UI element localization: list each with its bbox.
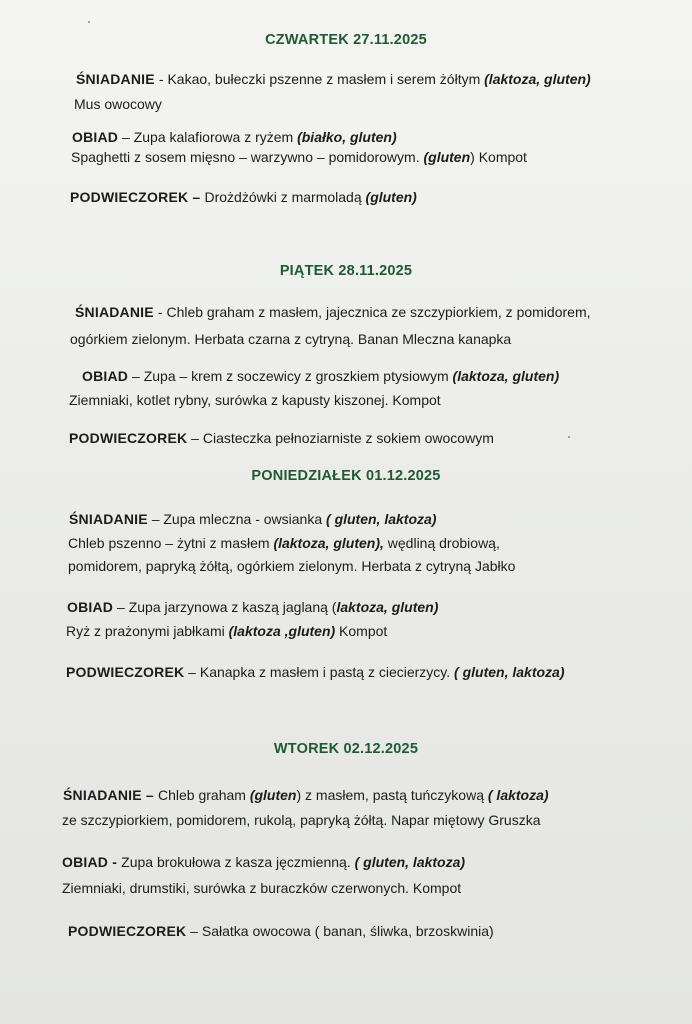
menu-text: wędliną drobiową, [383, 535, 500, 551]
menu-text: - Kakao, bułeczki pszenne z masłem i serem żółtym [158, 71, 485, 87]
menu-text: Drożdżówki z marmoladą [204, 189, 366, 205]
menu-text: – Zupa mleczna - owsianka [147, 511, 327, 527]
allergen-note: (białko, gluten) [297, 129, 397, 145]
menu-text: pomidorem, papryką żółtą, ogórkiem zielonym. Herbata z cytryną Jabłko [68, 558, 516, 574]
menu-line [70, 330, 511, 348]
menu-text: ze szczypiorkiem, pomidorem, rukolą, papryką żółtą. Napar miętowy Gruszka [62, 812, 541, 828]
menu-line [69, 510, 436, 528]
allergen-note: ( gluten, laktoza) [354, 854, 466, 870]
menu-text: ) z masłem, pastą tuńczykową [296, 787, 488, 803]
menu-text: Chleb graham [157, 787, 250, 803]
allergen-note: ( gluten, laktoza) [454, 664, 565, 680]
menu-line [82, 367, 559, 385]
menu-text: Spaghetti z sosem mięsno – warzywno – pomidorowym. [71, 149, 424, 165]
menu-line [68, 922, 494, 940]
menu-line [63, 786, 549, 804]
allergen-note: (laktoza, gluten), [273, 535, 384, 551]
paper-speck [88, 21, 90, 23]
menu-text: - Chleb graham z masłem, jajecznica ze szczypiorkiem, z pomidorem, [157, 304, 591, 320]
menu-text: – Kanapka z masłem i pastą z ciecierzycy. [184, 664, 455, 680]
menu-line [68, 557, 515, 575]
meal-label: ŚNIADANIE [69, 511, 148, 527]
allergen-note: (laktoza ,gluten) [228, 623, 336, 639]
allergen-note: ( laktoza) [487, 787, 549, 803]
meal-label: OBIAD [72, 129, 119, 145]
menu-line [62, 879, 461, 897]
menu-text: Chleb pszenno – żytni z masłem [68, 535, 274, 551]
allergen-note: (gluten [423, 149, 471, 165]
menu-line [66, 663, 564, 681]
menu-line [70, 188, 417, 206]
menu-line [69, 391, 441, 409]
menu-text: Kompot [335, 623, 388, 639]
menu-line [76, 70, 591, 88]
menu-text: Ziemniaki, kotlet rybny, surówka z kapusty kiszonej. Kompot [69, 392, 441, 408]
menu-line [62, 853, 465, 871]
allergen-note: (laktoza, gluten) [452, 368, 560, 384]
menu-line [74, 95, 162, 113]
menu-text: – Zupa jarzynowa z kaszą jaglaną ( [113, 599, 337, 615]
allergen-note: laktoza, gluten) [336, 599, 439, 615]
menu-text: Mus owocowy [74, 96, 162, 112]
meal-label: OBIAD - [62, 854, 122, 870]
meal-label: OBIAD [82, 368, 129, 384]
meal-label: PODWIECZOREK [66, 664, 185, 680]
menu-line [75, 303, 591, 321]
menu-line [66, 622, 387, 640]
menu-text: – Sałatka owocowa ( banan, śliwka, brzoskwinia) [186, 923, 494, 939]
meal-label: PODWIECZOREK – [70, 189, 205, 205]
menu-line [62, 811, 541, 829]
menu-text: Zupa brokułowa z kasza jęczmienną. [121, 854, 355, 870]
meal-label: ŚNIADANIE – [63, 787, 158, 803]
day-title-monday: PONIEDZIAŁEK 01.12.2025 [251, 468, 441, 484]
menu-text: Ziemniaki, drumstiki, surówka z buraczków czerwonych. Kompot [62, 880, 462, 896]
allergen-note: (gluten) [365, 189, 417, 205]
menu-line [71, 148, 527, 166]
paper-speck [568, 436, 570, 438]
menu-text: ) Kompot [470, 149, 527, 165]
meal-label: PODWIECZOREK [68, 923, 187, 939]
day-title-friday: PIĄTEK 28.11.2025 [279, 263, 413, 279]
menu-text: – Ciasteczka pełnoziarniste z sokiem owocowym [187, 430, 494, 446]
day-title-thursday: CZWARTEK 27.11.2025 [265, 32, 427, 48]
menu-text: Ryż z prażonymi jabłkami [66, 623, 229, 639]
meal-label: ŚNIADANIE [75, 304, 158, 320]
allergen-note: ( gluten, laktoza) [326, 511, 437, 527]
menu-line [67, 598, 438, 616]
menu-line [68, 534, 500, 552]
allergen-note: (laktoza, gluten) [484, 71, 591, 87]
menu-text: – Zupa – krem z soczewicy z groszkiem ptysiowym [128, 368, 453, 384]
menu-line [72, 128, 397, 146]
menu-line [69, 429, 494, 447]
meal-label: OBIAD [67, 599, 114, 615]
day-title-tuesday: WTOREK 02.12.2025 [273, 741, 419, 757]
meal-label: PODWIECZOREK [69, 430, 188, 446]
menu-text: ogórkiem zielonym. Herbata czarna z cytryną. Banan Mleczna kanapka [70, 331, 512, 347]
allergen-note: (gluten [249, 787, 297, 803]
menu-text: – Zupa kalafiorowa z ryżem [118, 129, 298, 145]
meal-label: ŚNIADANIE [76, 71, 159, 87]
